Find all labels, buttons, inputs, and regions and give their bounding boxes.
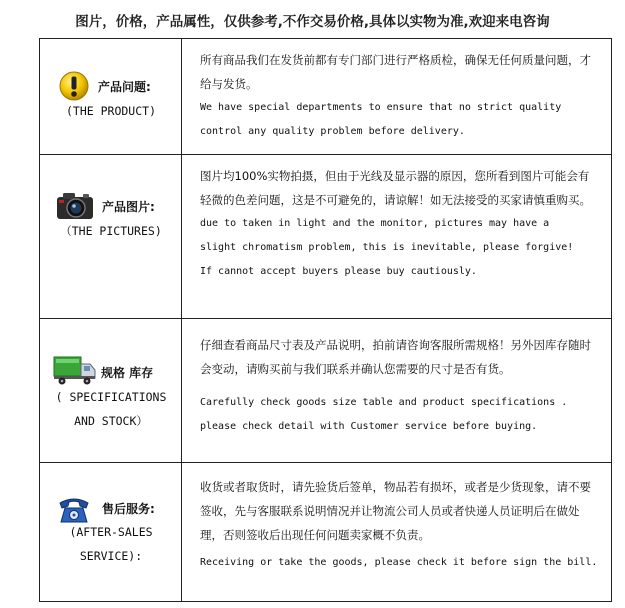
page-title: 图片，价格，产品属性，仅供参考,不作交易价格,具体以实物为准,欢迎来电咨询: [75, 14, 550, 30]
row-label-cell: [40, 155, 182, 318]
row-text-en-line: slight chromatism problem, this is inevitable, please forgive!: [200, 242, 574, 253]
row-label-cell: [40, 319, 182, 462]
row-text-cn: 所有商品我们在发货前都有专门部门进行严格质检，确保无任何质量问题，才给与发货。: [200, 53, 591, 91]
row-text-en-line: due to taken in light and the monitor, pictures may have a: [200, 218, 550, 229]
row-label-en-line: (AFTER-SALES: [69, 525, 153, 539]
table-row-pictures: [40, 155, 611, 319]
table-row-specifications: [40, 319, 611, 463]
camera-icon: [55, 189, 93, 221]
row-label-cn: 规格 库存: [101, 366, 154, 380]
row-content-cell: [183, 463, 611, 601]
row-text-en-line: Carefully check goods size table and product specifications .: [200, 397, 568, 408]
row-label-en-line: AND STOCK）: [74, 414, 148, 428]
row-label-cell: [40, 39, 182, 154]
row-label-cn: 产品图片:: [102, 200, 155, 214]
table-row-after-sales: [40, 463, 611, 601]
warning-icon: [58, 70, 96, 102]
row-text-en-line: please check detail with Customer service before buying.: [200, 421, 538, 432]
row-label-en-line: ( SPECIFICATIONS: [55, 390, 167, 404]
row-content-cell: [183, 155, 611, 318]
table-row-product: [40, 39, 611, 155]
row-text-en-line: If cannot accept buyers please buy cautiously.: [200, 266, 477, 277]
row-label-en-line: SERVICE):: [79, 549, 143, 563]
row-content-cell: [183, 39, 611, 154]
row-label-en: (THE PRODUCT): [65, 104, 156, 118]
row-text-en-line: control any quality problem before delivery.: [200, 126, 465, 137]
row-label-cn: 产品问题:: [98, 80, 151, 94]
row-label-cell: [40, 463, 182, 601]
truck-icon: [53, 354, 97, 386]
info-table: [39, 38, 612, 602]
row-text-en-line: We have special departments to ensure that no strict quality: [200, 102, 562, 113]
row-text-cn: 收货或者取货时，请先验货后签单，物品若有损坏，或者是少货现象，请不要签收，先与客服联系说明情况并让物流公司人员或者快递人员证明后在做处理，否则签收后出现任何问题卖家概不负责。: [200, 480, 591, 542]
row-text-en-line: Receiving or take the goods, please check it before sign the bill.: [200, 557, 598, 568]
row-text-cn: 图片均100%实物拍摄，但由于光线及显示器的原因，您所看到图片可能会有轻微的色差问题，这是不可避免的，请谅解！如无法接受的买家请慎重购买。: [200, 169, 591, 207]
row-text-cn: 仔细查看商品尺寸表及产品说明，拍前请咨询客服所需规格！另外因库存随时会变动，请购买前与我们联系并确认您需要的尺寸是否有货。: [200, 338, 591, 376]
row-label-cn: 售后服务:: [102, 502, 155, 516]
row-label-en: （THE PICTURES): [60, 224, 162, 238]
row-content-cell: [183, 319, 611, 462]
